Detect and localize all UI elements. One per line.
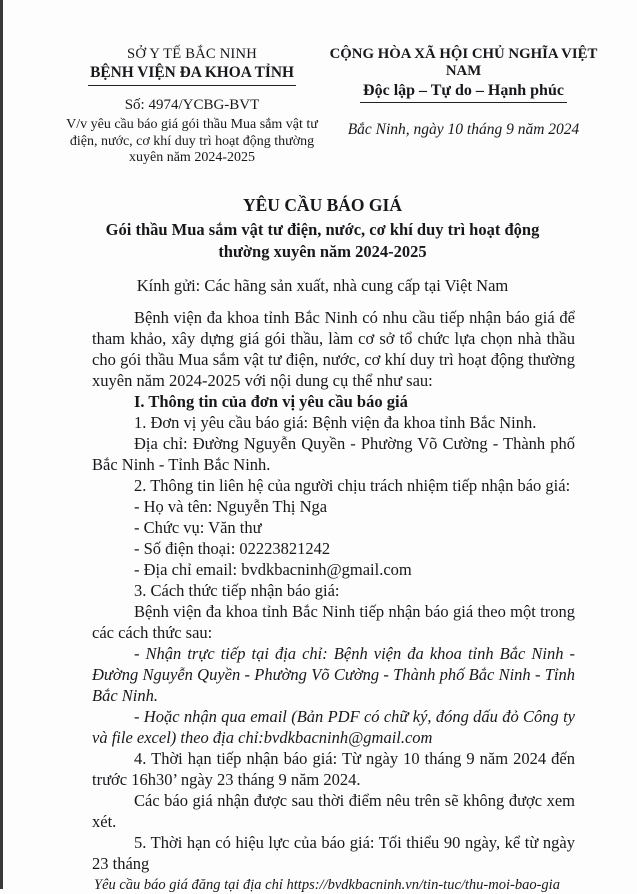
- document-subject-abstract: V/v yêu cầu báo giá gói thầu Mua sắm vật tư điện, nước, cơ khí duy trì hoạt động thường xuyên năm 2024-2025: [66, 117, 318, 165]
- issuing-organization: BỆNH VIỆN ĐA KHOA TỈNH: [88, 63, 296, 86]
- method-direct-line: - Nhận trực tiếp tại địa chỉ: Bệnh viện đa khoa tỉnh Bắc Ninh - Đường Nguyễn Quyền - Phường Võ Cường - Thành phố Bắc Ninh - Tỉnh Bắc Ninh.: [92, 643, 575, 705]
- window-left-border: [0, 0, 3, 889]
- document-title: YÊU CẦU BÁO GIÁ: [243, 194, 402, 215]
- requesting-unit-line: 1. Đơn vị yêu cầu báo giá: Bệnh viện đa khoa tỉnh Bắc Ninh.: [134, 412, 537, 432]
- place-date-line: Bắc Ninh, ngày 10 tháng 9 năm 2024: [347, 121, 580, 138]
- national-title: CỘNG HÒA XÃ HỘI CHỦ NGHĨA VIỆT NAM: [329, 46, 598, 79]
- method-email-line: - Hoặc nhận qua email (Bản PDF có chữ ký, đóng dấu đỏ Công ty và file excel) theo địa chỉ:bvdkbacninh@gmail.com: [92, 706, 575, 747]
- contact-name-line: - Họ và tên: Nguyễn Thị Nga: [134, 496, 328, 516]
- national-motto: Độc lập – Tự do – Hạnh phúc: [360, 82, 567, 103]
- national-motto-wrap: [326, 80, 601, 103]
- header-right-column: [326, 46, 601, 167]
- validity-period-line: 5. Thời hạn có hiệu lực của báo giá: Tối thiểu 90 ngày, kể từ ngày 23 tháng: [92, 832, 575, 873]
- contact-phone-line: - Số điện thoại: 02223821242: [134, 538, 331, 558]
- reception-deadline-line: 4. Thời hạn tiếp nhận báo giá: Từ ngày 10 tháng 9 năm 2024 đến trước 16h30’ ngày 23 tháng 9 năm 2024.: [92, 748, 575, 789]
- late-quotes-note-line: Các báo giá nhận được sau thời điểm nêu trên sẽ không được xem xét.: [92, 790, 575, 831]
- intro-paragraph: Bệnh viện đa khoa tỉnh Bắc Ninh có nhu cầu tiếp nhận báo giá để tham khảo, xây dựng giá gói thầu, làm cơ sở tổ chức lựa chọn nhà thầu cho gói thầu Mua sắm vật tư điện, nước, cơ khí duy trì hoạt động thường xuyên năm 2024-2025 với nội dung cụ thể như sau:: [92, 307, 575, 390]
- document-subtitle: Gói thầu Mua sắm vật tư điện, nước, cơ khí duy trì hoạt động thường xuyên năm 2024-2025: [105, 219, 540, 261]
- issuing-organization-wrap: [58, 63, 326, 86]
- document-header: [0, 46, 637, 167]
- header-left-column: [58, 46, 326, 167]
- contact-position-line: - Chức vụ: Văn thư: [134, 517, 262, 537]
- salutation-line: Kính gửi: Các hãng sản xuất, nhà cung cấp tại Việt Nam: [136, 275, 509, 295]
- contact-email-line: - Địa chỉ email: bvdkbacninh@gmail.com: [134, 559, 412, 579]
- reception-method-heading: 3. Cách thức tiếp nhận báo giá:: [134, 580, 340, 600]
- contact-info-heading: 2. Thông tin liên hệ của người chịu trách nhiệm tiếp nhận báo giá:: [134, 475, 571, 495]
- section-heading-1: I. Thông tin của đơn vị yêu cầu báo giá: [134, 391, 408, 411]
- footer-note: Yêu cầu báo giá đăng tại địa chỉ https://bvdkbacninh.vn/tin-tuc/thu-moi-bao-gia: [94, 876, 560, 893]
- reception-method-intro: Bệnh viện đa khoa tỉnh Bắc Ninh tiếp nhận báo giá theo một trong các cách thức sau:: [92, 601, 575, 642]
- title-block: [0, 195, 637, 296]
- issuing-department: SỞ Y TẾ BẮC NINH: [127, 46, 257, 62]
- document-number: Số: 4974/YCBG-BVT: [124, 97, 260, 113]
- document-body: [0, 307, 637, 874]
- document-footer: [0, 877, 637, 894]
- unit-address-line: Địa chỉ: Đường Nguyễn Quyền - Phường Võ Cường - Thành phố Bắc Ninh - Tỉnh Bắc Ninh.: [92, 433, 575, 474]
